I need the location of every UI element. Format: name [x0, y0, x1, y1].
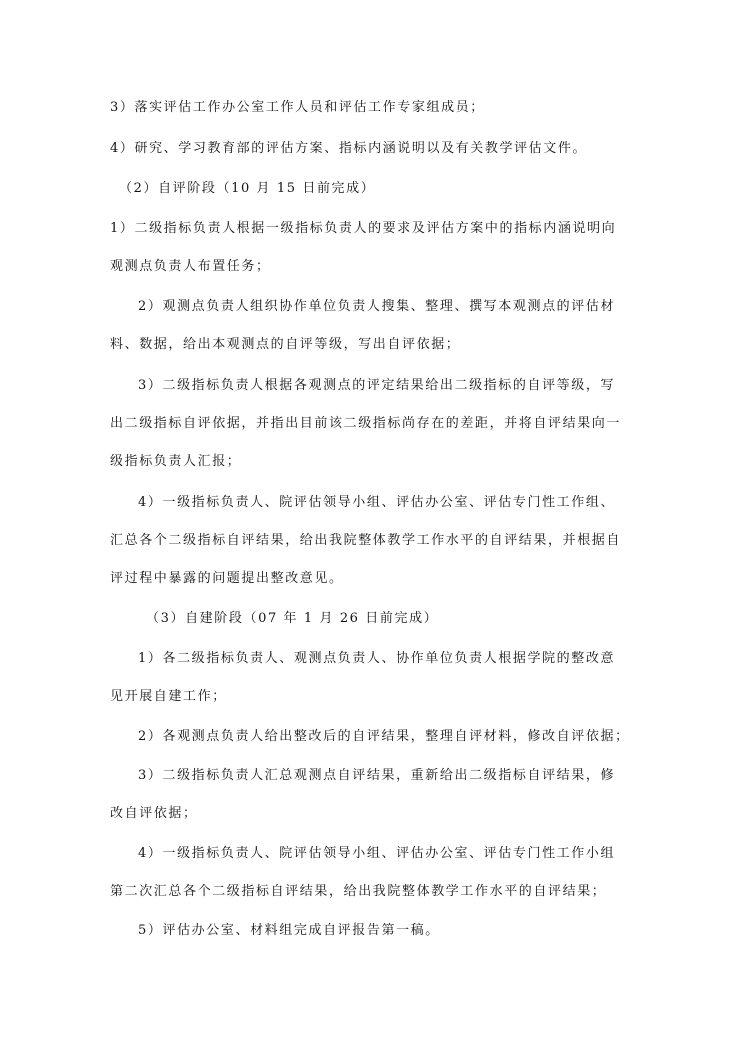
- text-line-13: 评过程中暴露的问题提出整改意见。: [110, 571, 344, 586]
- text-line-6: 2）观测点负责人组织协作单位负责人搜集、整理、撰写本观测点的评估材: [138, 299, 616, 314]
- text-line-1: 3）落实评估工作办公室工作人员和评估工作专家组成员；: [110, 100, 485, 115]
- text-line-15: 1）各二级指标负责人、观测点负责人、协作单位负责人根据学院的整改意: [138, 651, 616, 666]
- text-line-10: 级指标负责人汇报；: [110, 454, 242, 469]
- text-line-11: 4）一级指标负责人、院评估领导小组、评估办公室、评估专门性工作组、: [138, 495, 616, 510]
- text-line-5: 观测点负责人布置任务；: [110, 259, 271, 274]
- text-line-19: 改自评依据；: [110, 806, 198, 821]
- section-heading-3: （3）自建阶段（07 年 1 月 26 日前完成）: [146, 611, 439, 626]
- text-line-2: 4）研究、学习教育部的评估方案、指标内涵说明以及有关教学评估文件。: [110, 141, 588, 156]
- text-line-20: 4）一级指标负责人、院评估领导小组、评估办公室、评估专门性工作小组: [138, 846, 616, 861]
- text-line-9: 出二级指标自评依据，并指出目前该二级指标尚存在的差距，并将自评结果向一: [110, 416, 622, 431]
- text-line-4: 1）二级指标负责人根据一级指标负责人的要求及评估方案中的指标内涵说明向: [110, 221, 617, 236]
- text-line-17: 2）各观测点负责人给出整改后的自评结果，整理自评材料，修改自评依据；: [138, 729, 630, 744]
- text-line-16: 见开展自建工作；: [110, 689, 227, 704]
- text-line-7: 料、数据，给出本观测点的自评等级，写出自评依据；: [110, 337, 461, 352]
- text-line-22: 5）评估办公室、材料组完成自评报告第一稿。: [138, 923, 440, 938]
- text-line-8: 3）二级指标负责人根据各观测点的评定结果给出二级指标的自评等级，写: [138, 378, 616, 393]
- section-heading-2: （2）自评阶段（10 月 15 日前完成）: [119, 181, 376, 196]
- text-line-12: 汇总各个二级指标自评结果，给出我院整体教学工作水平的自评结果，并根据自: [110, 533, 622, 548]
- text-line-21: 第二次汇总各个二级指标自评结果，给出我院整体教学工作水平的自评结果；: [110, 884, 607, 899]
- text-line-18: 3）二级指标负责人汇总观测点自评结果，重新给出二级指标自评结果，修: [138, 768, 616, 783]
